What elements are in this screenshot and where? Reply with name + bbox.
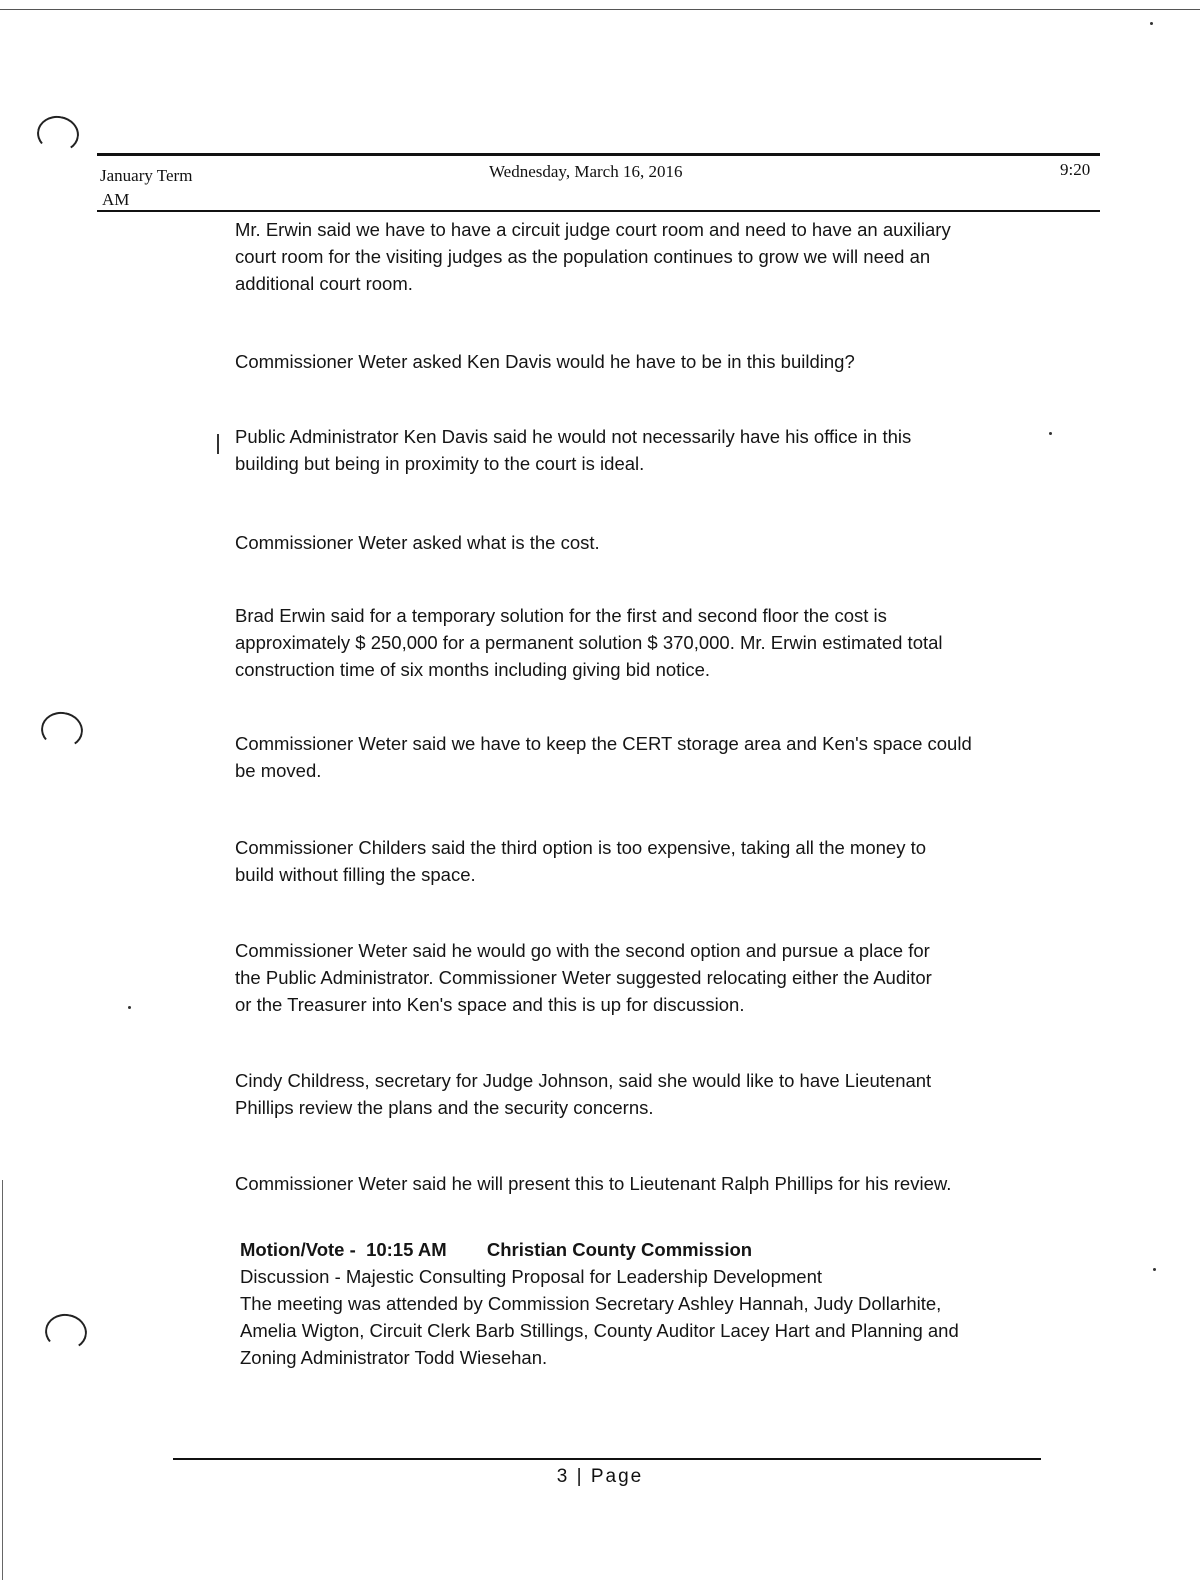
motion-label: Motion/Vote - bbox=[240, 1239, 356, 1260]
paragraph-weter-cost-question bbox=[235, 529, 1035, 556]
header-bottom-rule bbox=[97, 210, 1100, 212]
paragraph-weter-cert-storage bbox=[235, 730, 1035, 784]
term-label: January Term bbox=[100, 166, 193, 185]
attendance-line: Amelia Wigton, Circuit Clerk Barb Stillings, County Auditor Lacey Hart and Planning and bbox=[240, 1320, 959, 1341]
speck bbox=[128, 1006, 131, 1009]
paragraph-erwin-courtrooms bbox=[235, 216, 1035, 297]
text-line: additional court room. bbox=[235, 273, 413, 294]
text-line: Public Administrator Ken Davis said he would not necessarily have his office in this bbox=[235, 426, 912, 447]
paragraph-weter-second-option bbox=[235, 937, 1035, 1018]
motion-heading bbox=[240, 1236, 1040, 1263]
motion-body: Christian County Commission bbox=[486, 1239, 753, 1260]
text-line: Cindy Childress, secretary for Judge Johnson, said she would like to have Lieutenant bbox=[235, 1070, 932, 1091]
term-label-am: AM bbox=[102, 190, 130, 209]
text-line: build without filling the space. bbox=[235, 864, 476, 885]
text-line: Commissioner Weter said he would go with the second option and pursue a place for bbox=[235, 940, 930, 961]
paragraph-davis-proximity bbox=[235, 423, 1035, 477]
text-line: building but being in proximity to the court is ideal. bbox=[235, 453, 645, 474]
margin-mark bbox=[217, 434, 219, 454]
text-line: the Public Administrator. Commissioner Weter suggested relocating either the Auditor bbox=[235, 967, 932, 988]
text-line: construction time of six months including giving bid notice. bbox=[235, 659, 711, 680]
text-line: Commissioner Childers said the third option is too expensive, taking all the money to bbox=[235, 837, 927, 858]
paragraph-childers-third-option bbox=[235, 834, 1035, 888]
punch-hole-middle bbox=[39, 709, 86, 750]
paragraph-weter-building-question bbox=[235, 348, 1035, 375]
text-line: be moved. bbox=[235, 760, 322, 781]
punch-hole-bottom bbox=[43, 1311, 90, 1352]
text-line: court room for the visiting judges as the population continues to grow we will need an bbox=[235, 246, 931, 267]
text-line: or the Treasurer into Ken's space and this is up for discussion. bbox=[235, 994, 745, 1015]
text-line: Commissioner Weter said he will present this to Lieutenant Ralph Phillips for his review. bbox=[235, 1173, 952, 1194]
discussion-line: Discussion - Majestic Consulting Proposal for Leadership Development bbox=[240, 1266, 823, 1287]
scan-edge-left bbox=[2, 1180, 3, 1580]
text-line: Commissioner Weter asked what is the cost. bbox=[235, 532, 600, 553]
paragraph-erwin-cost-estimate bbox=[235, 602, 1035, 683]
text-line: Phillips review the plans and the security concerns. bbox=[235, 1097, 654, 1118]
footer-rule bbox=[173, 1458, 1041, 1460]
speck bbox=[1150, 22, 1153, 25]
text-line: approximately $ 250,000 for a permanent solution $ 370,000. Mr. Erwin estimated total bbox=[235, 632, 943, 653]
text-line: Mr. Erwin said we have to have a circuit judge court room and need to have an auxiliary bbox=[235, 219, 951, 240]
meeting-date: Wednesday, March 16, 2016 bbox=[489, 162, 683, 181]
text-line: Brad Erwin said for a temporary solution for the first and second floor the cost is bbox=[235, 605, 887, 626]
speck bbox=[1153, 1268, 1156, 1271]
paragraph-weter-phillips-review bbox=[235, 1170, 1035, 1197]
motion-vote-block bbox=[240, 1236, 1040, 1371]
paragraph-childress-security bbox=[235, 1067, 1035, 1121]
text-line: Commissioner Weter said we have to keep the CERT storage area and Ken's space could bbox=[235, 733, 972, 754]
scan-edge-top bbox=[0, 9, 1200, 10]
speck bbox=[1049, 432, 1052, 435]
meeting-time: 9:20 bbox=[1060, 160, 1091, 179]
text-line: Commissioner Weter asked Ken Davis would he have to be in this building? bbox=[235, 351, 855, 372]
attendance-line: Zoning Administrator Todd Wiesehan. bbox=[240, 1347, 548, 1368]
motion-time: 10:15 AM bbox=[366, 1239, 447, 1260]
page-number: 3 | Page bbox=[556, 1466, 644, 1487]
header-top-rule bbox=[97, 153, 1100, 156]
punch-hole-top bbox=[35, 113, 82, 154]
attendance-line: The meeting was attended by Commission Secretary Ashley Hannah, Judy Dollarhite, bbox=[240, 1293, 942, 1314]
